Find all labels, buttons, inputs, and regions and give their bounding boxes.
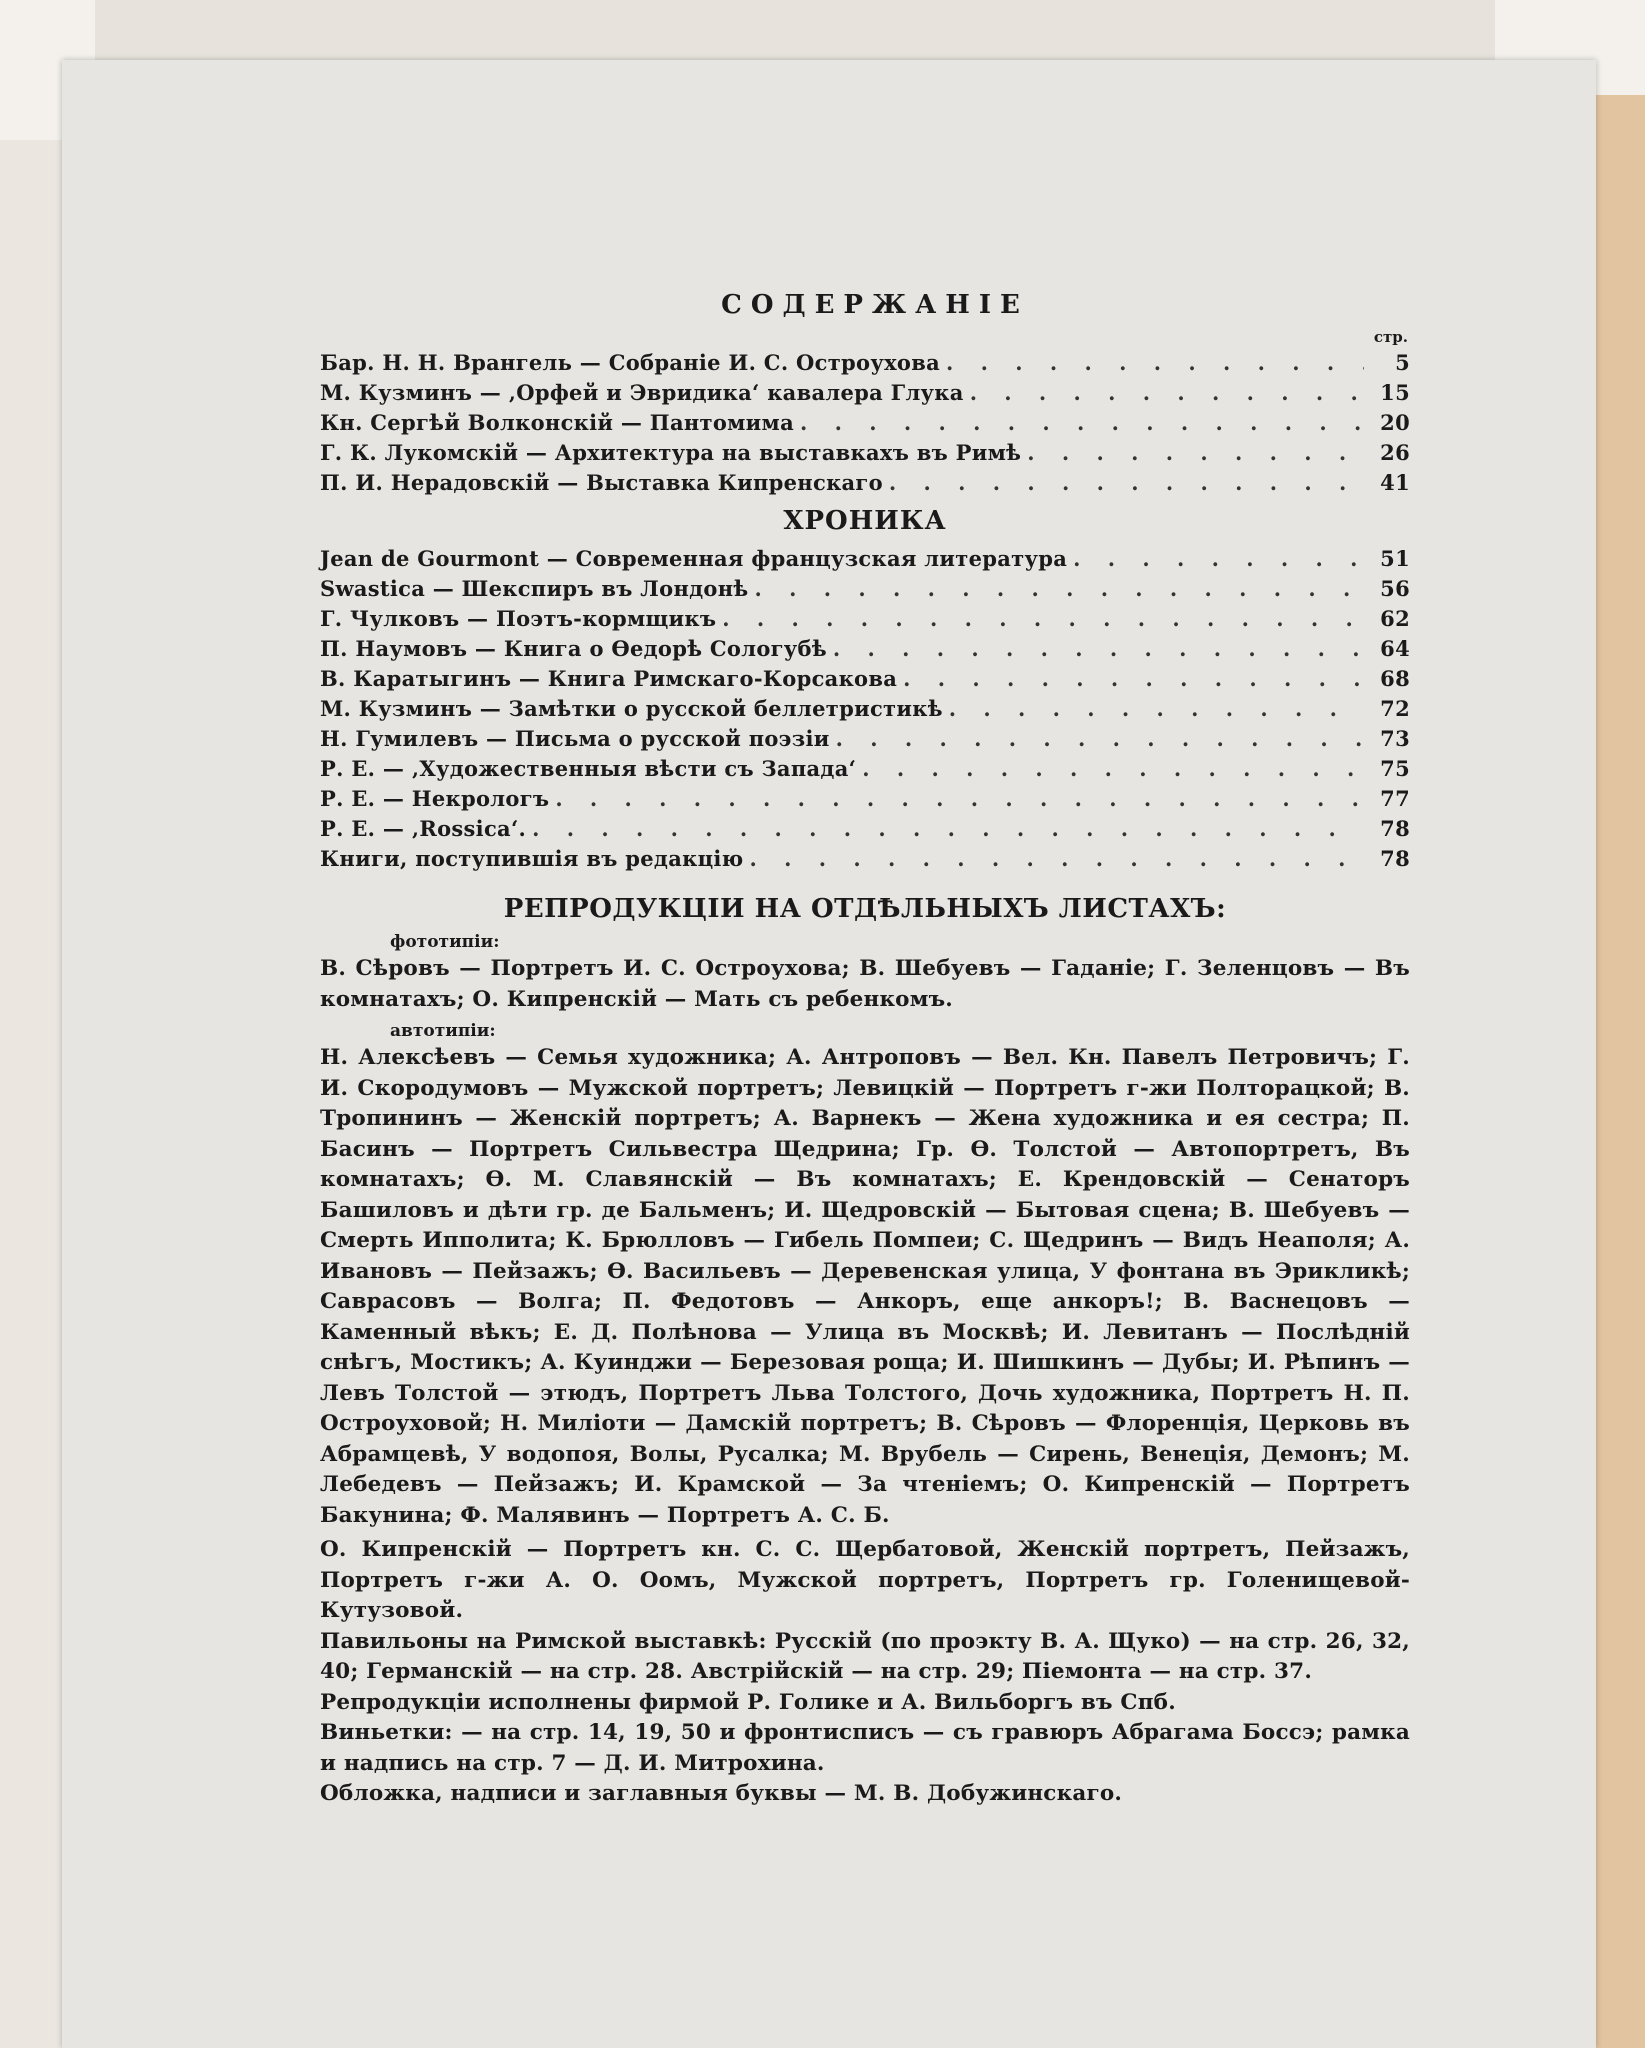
toc-entry-page: 73 [1380,726,1410,751]
toc-entry-page: 64 [1380,636,1410,661]
toc-entry-page: 26 [1380,440,1410,465]
toc-entry-page: 68 [1380,666,1410,691]
page-column-label: стр. [1373,328,1408,346]
table-of-contents [320,290,1410,1810]
toc-entry-text: Книги, поступившія въ редакцію [320,846,744,871]
dot-leader [903,664,1364,694]
toc-entry [320,814,1410,844]
toc-entry [320,574,1410,604]
toc-entry-text: Р. Е. — ‚Rossica‘. [320,816,527,841]
backdrop-sheet-left [0,140,63,2048]
dot-leader [1073,544,1364,574]
toc-entry [320,378,1410,408]
autotypes-label: автотипіи: [390,1021,496,1041]
toc-entry-text: Г. К. Лукомскій — Архитектура на выставкахъ въ Римѣ [320,440,1022,465]
toc-entry-page: 15 [1380,380,1410,405]
dot-leader [970,378,1364,408]
toc-entry-page: 56 [1380,576,1410,601]
dot-leader [722,604,1364,634]
dot-leader [754,574,1364,604]
toc-entry-page: 62 [1380,606,1410,631]
toc-entry [320,604,1410,634]
dot-leader [946,348,1364,378]
toc-entry [320,438,1410,468]
dot-leader [750,844,1365,874]
chronicle-entries-list [320,544,1410,874]
toc-entry [320,468,1410,498]
cover-credit: Обложка, надписи и заглавныя буквы — М. В. Добужинскаго. [320,1781,1123,1806]
toc-entry-text: Jean de Gourmont — Современная французская литература [320,546,1068,571]
toc-entry-page: 5 [1395,350,1410,375]
dot-leader [836,724,1364,754]
dot-leader [949,694,1364,724]
contents-title: СОДЕРЖАНІЕ [721,290,1029,320]
toc-entry [320,664,1410,694]
dot-leader [555,784,1364,814]
toc-entry-text: Кн. Сергѣй Волконскій — Пантомима [320,410,795,435]
toc-entry-text: М. Кузминъ — ‚Орфей и Эвридика‘ кавалера Глука [320,380,964,405]
toc-entry-text: Р. Е. — ‚Художественныя вѣсти съ Запада‘ [320,756,857,781]
toc-entry-page: 51 [1380,546,1410,571]
toc-entry [320,694,1410,724]
dot-leader [833,634,1364,664]
toc-entry [320,754,1410,784]
vignettes-paragraph: Виньетки: — на стр. 14, 19, 50 и фронтисписъ — съ гравюръ Абрагама Боссэ; рамка и надпись на стр. 7 — Д. И. Митрохина. [320,1720,1410,1776]
kiprensky-paragraph: О. Кипренскій — Портретъ кн. С. С. Щербатовой, Женскій портретъ, Пейзажъ, Портретъ г-жи А. О. Оомъ, Мужской портретъ, Портретъ гр. Голенищевой-Кутузовой. [320,1537,1410,1623]
reproductions-credit: Репродукціи исполнены фирмой Р. Голике и А. Вильборгъ въ Спб. [320,1689,1176,1715]
toc-entry [320,724,1410,754]
dot-leader [862,754,1364,784]
toc-entry-page: 75 [1380,756,1410,781]
autotypes-paragraph: Н. Алексѣевъ — Семья художника; А. Антроповъ — Вел. Кн. Павелъ Петровичъ; Г. И. Скородумовъ — Мужской портретъ; Левицкій — Портретъ г-жи Полторацкой; В. Тропининъ — Женскій портретъ; А. Варнекъ — Жена художника и ея сестра; П. Басинъ — Портретъ Сильвестра Щедрина; Гр. Ѳ. Толстой — Автопортретъ, Въ комнатахъ; Ѳ. М. Славянскій — Въ комнатахъ; Е. Крендовскій — Сенаторъ Башиловъ и дѣти гр. де Бальменъ; И. Щедровскій — Бытовая сцена; В. Шебуевъ — Смерть Ипполита; К. Брюлловъ — Гибель Помпеи; С. Щедринъ — Видъ Неаполя; А. Ивановъ — Пейзажъ; Ѳ. Васильевъ — Деревенская улица, У фонтана въ Эрикликѣ; Саврасовъ — Волга; П. Федотовъ — Анкоръ, еще анкоръ!; В. Васнецовъ — Каменный вѣкъ; Е. Д. Полѣнова — Улица въ Москвѣ; И. Левитанъ — Послѣдній снѣгъ, Мостикъ; А. Куинджи — Березовая роща; И. Шишкинъ — Дубы; И. Рѣпинъ — Левъ Толстой — этюдъ, Портретъ Льва Толстого, Дочь художника, Портретъ Н. П. Остроуховой; Н. Миліоти — Дамскій портретъ; В. Сѣровъ — Флоренція, Церковь въ Абрамцевѣ, У водопоя, Волы, Русалка; М. Врубель — Сирень, Венеція, Демонъ; М. Лебедевъ — Пейзажъ; И. Крамской — За чтеніемъ; О. Кипренскій — Портретъ Бакунина; Ф. Малявинъ — Портретъ А. С. Б. [320,1045,1410,1528]
toc-entry-page: 78 [1380,846,1410,871]
toc-entry-text: М. Кузминъ — Замѣтки о русской беллетристикѣ [320,696,943,721]
chronicle-heading: ХРОНИКА [783,506,947,536]
toc-entry-page: 78 [1380,816,1410,841]
phototypes-paragraph: В. Сѣровъ — Портретъ И. С. Остроухова; В. Шебуевъ — Гаданіе; Г. Зеленцовъ — Въ комнатахъ; О. Кипренскій — Мать съ ребенкомъ. [320,956,1410,1012]
toc-entry-text: П. Наумовъ — Книга о Ѳедорѣ Сологубѣ [320,636,827,661]
pavilions-paragraph: Павильоны на Римской выставкѣ: Русскій (по проэкту В. А. Щуко) — на стр. 26, 32, 40; Германскій — на стр. 28. Австрійскій — на стр. 29; Піемонта — на стр. 37. [320,1628,1410,1684]
main-entries-list [320,348,1410,498]
backdrop-cover-right [1596,95,1645,2048]
toc-entry-text: Бар. Н. Н. Врангель — Собраніе И. С. Остроухова [320,350,940,375]
toc-entry [320,634,1410,664]
toc-entry [320,844,1410,874]
toc-entry-page: 41 [1380,470,1410,495]
toc-entry-page: 20 [1380,410,1410,435]
toc-entry-text: Н. Гумилевъ — Письма о русской поэзіи [320,726,830,751]
toc-entry [320,544,1410,574]
toc-entry [320,408,1410,438]
toc-entry-text: В. Каратыгинъ — Книга Римскаго-Корсакова [320,666,898,691]
phototypes-label: фототипіи: [390,932,500,952]
toc-entry-page: 72 [1380,696,1410,721]
dot-leader [1027,438,1364,468]
dot-leader [800,408,1364,438]
toc-entry [320,348,1410,378]
toc-entry-text: П. И. Нерадовскій — Выставка Кипренскаго [320,470,883,495]
toc-entry [320,784,1410,814]
toc-entry-text: Swastica — Шекспиръ въ Лондонѣ [320,576,749,601]
dot-leader [532,814,1364,844]
reproductions-heading: РЕПРОДУКЦІИ НА ОТДѢЛЬНЫХЪ ЛИСТАХЪ: [503,894,1227,924]
toc-entry-text: Р. Е. — Некрологъ [320,786,550,811]
toc-entry-page: 77 [1380,786,1410,811]
toc-entry-text: Г. Чулковъ — Поэтъ-кормщикъ [320,606,717,631]
dot-leader [889,468,1364,498]
